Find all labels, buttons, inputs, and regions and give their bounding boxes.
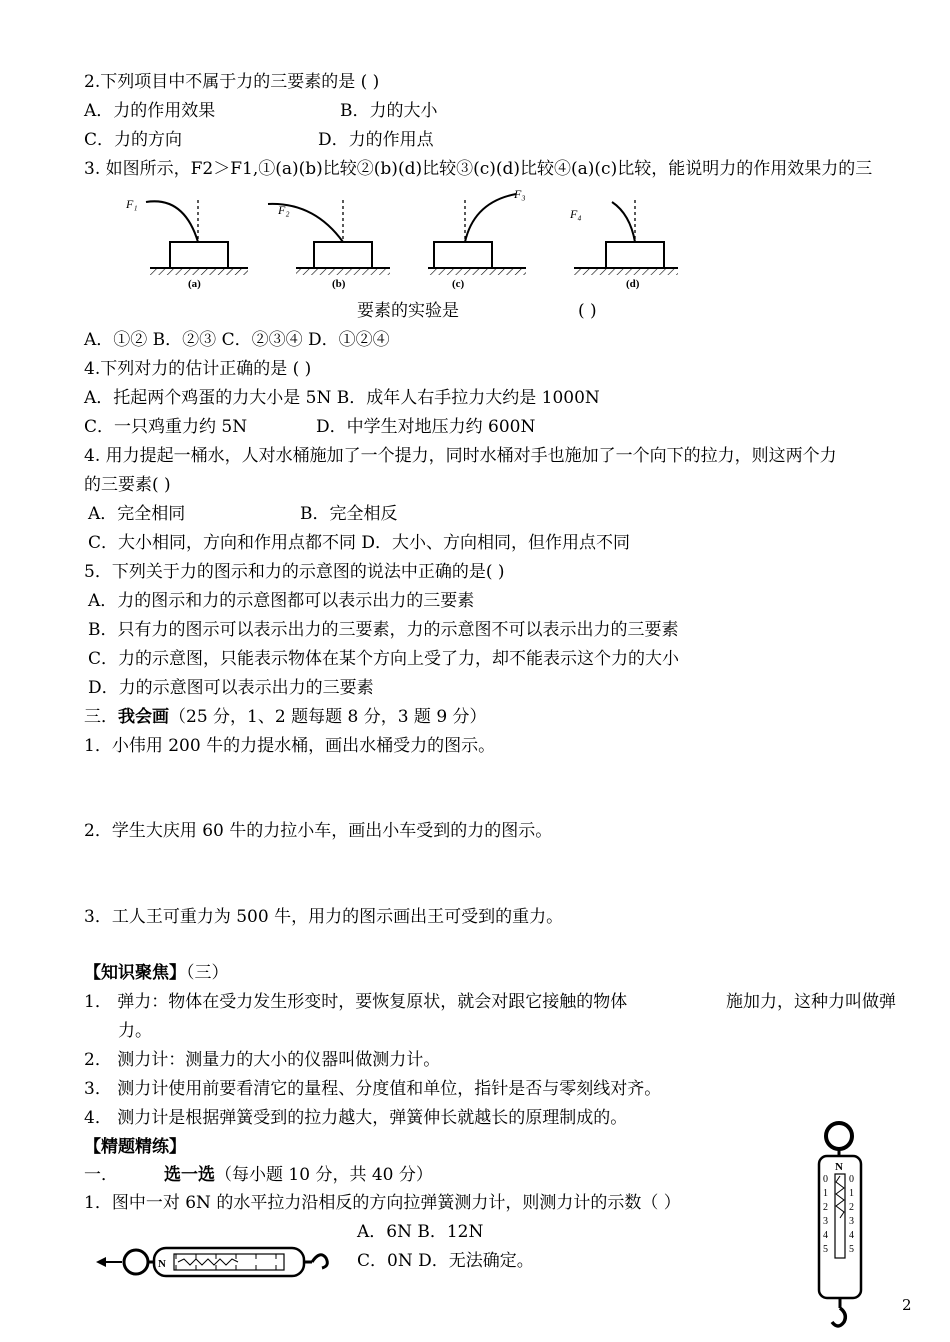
page-number: 2 <box>902 1296 912 1314</box>
q5-option-a: A．力的图示和力的示意图都可以表示出力的三要素 <box>88 591 475 611</box>
caption-d: (d) <box>626 278 640 290</box>
q5-stem: 5．下列关于力的图示和力的示意图的说法中正确的是( ) <box>84 562 505 582</box>
figure-c <box>428 188 526 290</box>
vertical-tick-right-0: 0 <box>849 1174 854 1185</box>
knowledge-item-2: 2． 测力计：测量力的大小的仪器叫做测力计。 <box>84 1050 441 1070</box>
practice-q1-options-cd: C．0N D．无法确定。 <box>357 1251 534 1271</box>
vertical-tick-left-2: 2 <box>823 1202 828 1213</box>
q4a-option-d: D．中学生对地压力约 600N <box>316 417 536 437</box>
vertical-tick-right-3: 3 <box>849 1216 854 1227</box>
practice-section-title: 选一选 <box>164 1165 215 1185</box>
q4a-options-ab: A．托起两个鸡蛋的力大小是 5N B．成年人右手拉力大约是 1000N <box>84 388 600 408</box>
force-label-f4: F₄ <box>570 207 582 221</box>
practice-section-heading <box>84 1164 433 1186</box>
q5-option-d: D．力的示意图可以表示出力的三要素 <box>88 678 374 698</box>
vertical-tick-right-1: 1 <box>849 1188 854 1199</box>
vertical-tick-right-4: 4 <box>849 1230 854 1241</box>
q4b-option-a: A．完全相同 <box>88 504 186 524</box>
q2-option-d: D．力的作用点 <box>318 130 434 150</box>
knowledge-item-4: 4． 测力计是根据弹簧受到的拉力越大，弹簧伸长就越长的原理制成的。 <box>84 1108 628 1128</box>
knowledge-heading <box>84 962 229 984</box>
caption-b: (b) <box>332 278 346 290</box>
section3-q3: 3．工人王可重力为 500 牛，用力的图示画出王可受到的重力。 <box>84 907 564 927</box>
knowledge-item-1c: 力。 <box>118 1021 152 1041</box>
knowledge-item-1a: 1． 弹力：物体在受力发生形变时，要恢复原状，就会对跟它接触的物体 <box>84 992 628 1012</box>
vertical-spring-scale <box>808 1118 872 1334</box>
q5-option-b: B．只有力的图示可以表示出力的三要素，力的示意图不可以表示出力的三要素 <box>88 620 679 640</box>
q2-option-b: B．力的大小 <box>340 101 438 121</box>
knowledge-item-1b: 施加力，这种力叫做弹 <box>726 992 896 1012</box>
vertical-tick-right-2: 2 <box>849 1202 854 1213</box>
q3-stem-continued: 要素的实验是 <box>357 301 459 321</box>
section3-note: （25 分，1、2 题每题 8 分，3 题 9 分） <box>169 707 487 727</box>
q3-stem: 3. 如图所示，F2＞F1,①(a)(b)比较②(b)(d)比较③(c)(d)比较④(a)(c)比较，能说明力的作用效果力的三 <box>84 159 873 179</box>
svg-text:N: N <box>158 1258 166 1270</box>
q4b-option-b: B．完全相反 <box>300 504 398 524</box>
section3-q1: 1．小伟用 200 牛的力提水桶，画出水桶受力的图示。 <box>84 736 496 756</box>
force-label-f3: F₃ <box>514 188 526 201</box>
vertical-scale-unit: N <box>835 1161 843 1173</box>
figure-b <box>268 200 390 290</box>
q4a-option-c: C．一只鸡重力约 5N <box>84 417 248 437</box>
section3-heading <box>84 706 487 728</box>
vertical-tick-right-5: 5 <box>849 1244 854 1255</box>
force-label-f1: F₁ <box>126 197 138 211</box>
q3-figure <box>118 188 698 294</box>
knowledge-item-3: 3． 测力计使用前要看清它的量程、分度值和单位，指针是否与零刻线对齐。 <box>84 1079 662 1099</box>
vertical-tick-left-4: 4 <box>823 1230 828 1241</box>
caption-c: (c) <box>452 278 465 290</box>
section3-title: 我会画 <box>118 707 169 727</box>
vertical-tick-left-5: 5 <box>823 1244 828 1255</box>
practice-title: 【精题精练】 <box>84 1137 186 1157</box>
practice-q1-stem: 1．图中一对 6N 的水平拉力沿相反的方向拉弹簧测力计，则测力计的示数（ ） <box>84 1193 681 1213</box>
horizontal-spring-scale <box>96 1240 334 1284</box>
practice-q1-options-ab: A．6N B．12N <box>357 1222 484 1242</box>
vertical-tick-left-3: 3 <box>823 1216 828 1227</box>
q4b-options-cd: C．大小相同，方向和作用点都不同 D．大小、方向相同，但作用点不同 <box>88 533 631 553</box>
q2-option-c: C．力的方向 <box>84 130 183 150</box>
q3-options: A．①② B．②③ C．②③④ D．①②④ <box>84 330 390 350</box>
section3-prefix: 三． <box>84 707 118 727</box>
vertical-tick-left-1: 1 <box>823 1188 828 1199</box>
caption-a: (a) <box>188 278 201 290</box>
q4a-stem: 4.下列对力的估计正确的是 ( ) <box>84 359 312 379</box>
q5-option-c: C．力的示意图，只能表示物体在某个方向上受了力，却不能表示这个力的大小 <box>88 649 680 669</box>
figure-d <box>569 200 678 290</box>
q3-answer-bracket: ( ) <box>578 301 597 321</box>
figure-a <box>125 197 248 290</box>
section3-q2: 2．学生大庆用 60 牛的力拉小车，画出小车受到的力的图示。 <box>84 821 553 841</box>
practice-section-num: 一． <box>84 1165 118 1185</box>
knowledge-sub: （三） <box>186 963 229 983</box>
q4b-stem-line2: 的三要素( ) <box>84 475 171 495</box>
force-label-f2: F₂ <box>278 203 290 217</box>
q2-stem: 2.下列项目中不属于力的三要素的是 ( ) <box>84 72 380 92</box>
q4b-stem-line1: 4. 用力提起一桶水，人对水桶施加了一个提力，同时水桶对手也施加了一个向下的拉力，则这两个力 <box>84 446 837 466</box>
q2-option-a: A．力的作用效果 <box>84 101 216 121</box>
vertical-tick-left-0: 0 <box>823 1174 828 1185</box>
practice-section-note: （每小题 10 分，共 40 分） <box>215 1165 433 1185</box>
knowledge-title: 【知识聚焦】 <box>84 963 186 983</box>
